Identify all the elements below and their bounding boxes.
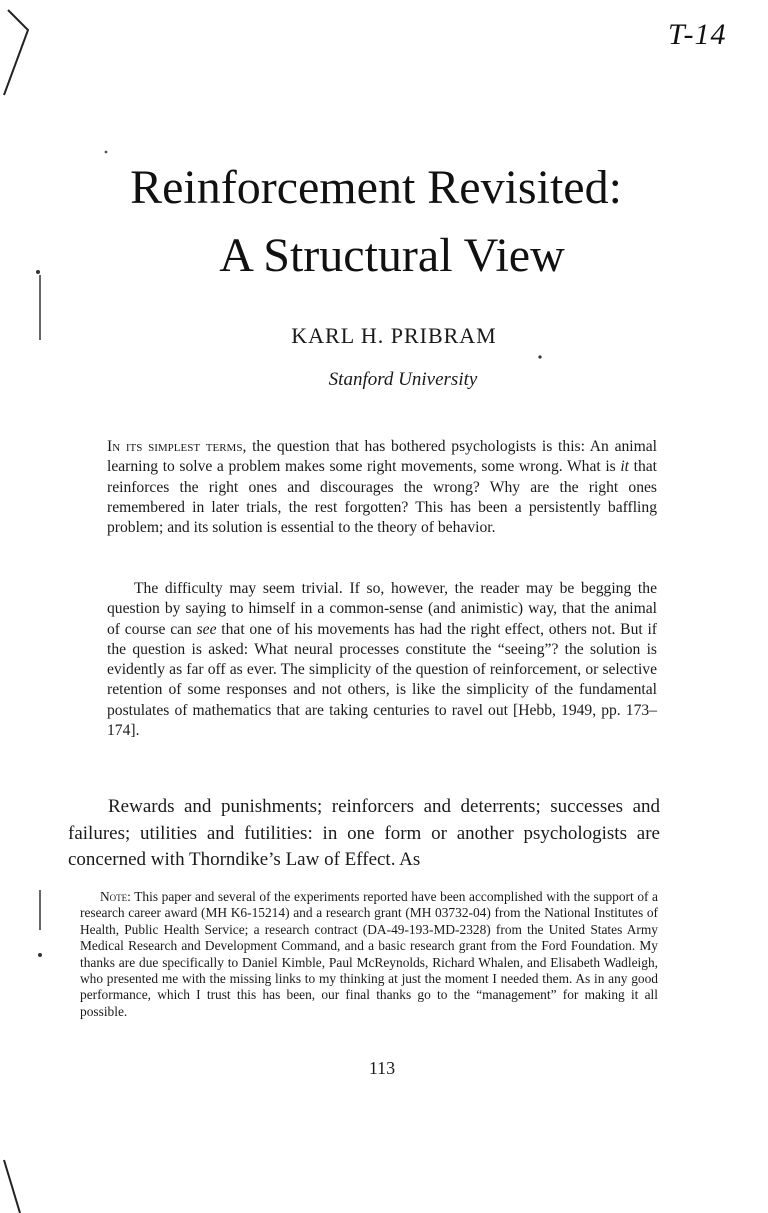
footnote-text: This paper and several of the experiments reported have been accomplished with the support of a research career award (MH K6-15214) and a research grant (MH 03732-04) from the National Institutes of Health, Public Health Service; a research contract (DA-49-193-MD-2328) from the United States Army Medical Research and Development Command, and a basic research grant from the Ford Foundation. My thanks are due specifically to Daniel Kimble, Paul McReynolds, Richard Whalen, and Elisabeth Wadleigh, who presented me with the missing links to my thinking at just the moment I needed them. As in any good performance, which I trust this has been, our final thanks go to the “management” for making it all possible.: [80, 889, 658, 1019]
footnote: [80, 889, 658, 1020]
epigraph-paragraph-2: [107, 579, 657, 741]
epigraph2-text-end: that one of his movements has had the right effect, others not. But if the question is asked: What neural processes constitute the “seeing”? the solution is evidently as far off as ever. The simplicity of the question of reinforcement, or selective retention of some responses and not others, is like the simplicity of the fundamental postulates of mathematics that are taking centuries to ravel out [Hebb, 1949, pp. 173–174].: [107, 620, 657, 740]
speck-2: [105, 151, 108, 154]
handwritten-page-note: T-14: [668, 18, 727, 51]
margin-dot-2: [38, 953, 42, 957]
article-title-line2: A Structural View: [219, 229, 565, 282]
speck: [538, 355, 541, 358]
bottom-scan-mark: [4, 1160, 20, 1213]
epigraph-italic: it: [620, 458, 630, 476]
corner-scan-mark: [4, 10, 28, 95]
epigraph-lead: In its simplest terms,: [107, 438, 247, 455]
epigraph-text-end: that reinforces the right ones and discourages the wrong? Why are the right ones remembered in later trials, the rest forgotten? This has been a persistently baffling problem; and its solution is essential to the theory of behavior.: [107, 458, 657, 537]
epigraph-text: the question that has bothered psychologists is this: An animal learning to solve a problem makes some right movements, some wrong. What is: [107, 438, 658, 476]
page-number: 113: [368, 1058, 396, 1078]
epigraph2-italic: see: [196, 620, 217, 638]
author-affiliation: Stanford University: [328, 369, 478, 390]
article-title-line1: Reinforcement Revisited:: [130, 161, 622, 214]
epigraph-paragraph-1: [107, 437, 657, 538]
body-paragraph: Rewards and punishments; reinforcers and deterrents; successes and failures; utilities and futilities: in one form or another psychologists are concerned with Thorndike’s Law of Effect. As: [68, 796, 660, 870]
footnote-label: Note:: [100, 889, 131, 904]
author-name: KARL H. PRIBRAM: [291, 323, 497, 348]
epigraph2-text: The difficulty may seem trivial. If so, however, the reader may be begging the question by saying to himself in a common-sense (and animistic) way, that the animal of course can: [107, 580, 657, 638]
